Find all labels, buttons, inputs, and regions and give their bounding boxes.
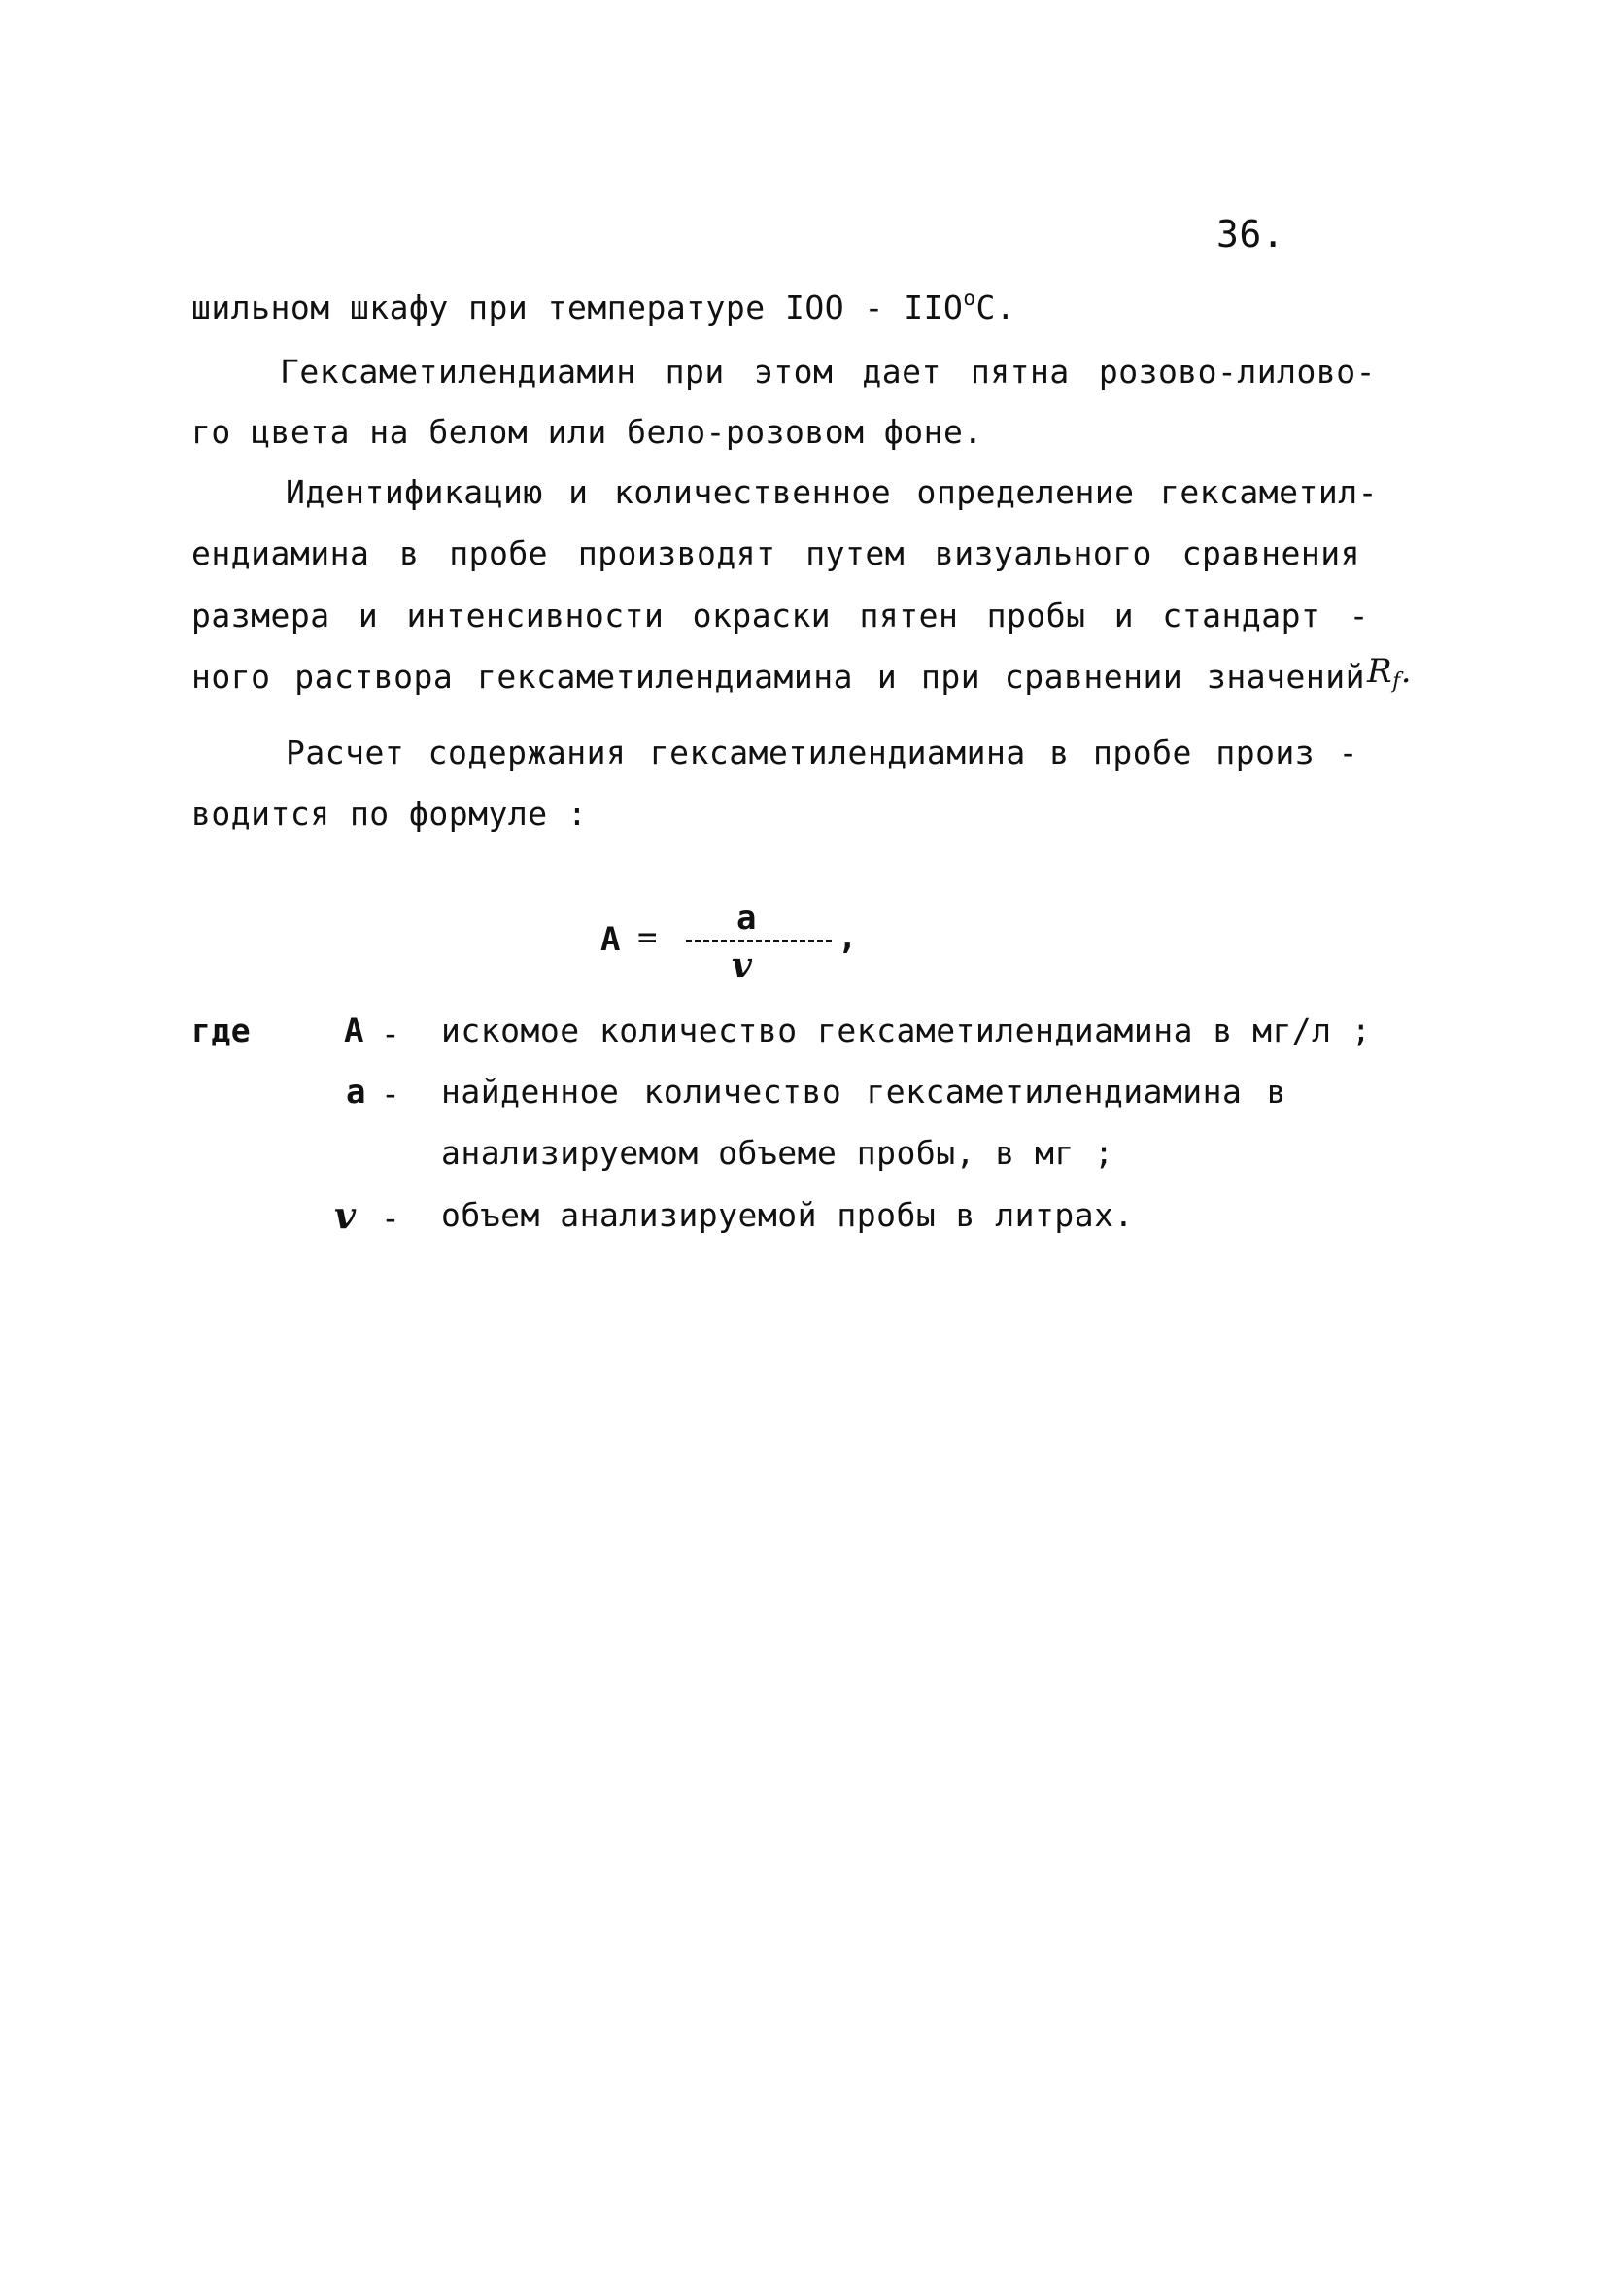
formula xyxy=(600,899,858,996)
definition-dash-2: - xyxy=(381,1075,400,1113)
formula-lhs: A xyxy=(600,920,621,959)
paragraph-4-line-2: водится по формуле : xyxy=(191,795,588,833)
paragraph-3-line-1: Идентификацию и количественное определение гексаметил- xyxy=(286,473,1378,511)
page-number: 36. xyxy=(1216,213,1285,256)
p1-text-after: С. xyxy=(975,289,1016,326)
rf-value-symbol: $R_f$. xyxy=(1367,652,1413,694)
definition-text-3: объем анализируемой пробы в литрах. xyxy=(441,1196,1134,1234)
paragraph-3-line-2: ендиамина в пробе производят путем визуального сравнения xyxy=(191,534,1360,572)
formula-numerator: a xyxy=(736,899,757,938)
definition-text-2-continued: анализируемом объеме пробы, в мг ; xyxy=(441,1134,1114,1172)
definition-text-1: искомое количество гексаметилендиамина в мг/л ; xyxy=(441,1011,1372,1049)
paragraph-3-line-3: размера и интенсивности окраски пятен пробы и стандарт - xyxy=(191,597,1369,634)
definition-symbol-A: A xyxy=(344,1011,364,1050)
formula-equals: = xyxy=(637,918,658,957)
degree-superscript: о xyxy=(963,287,976,310)
where-label: где xyxy=(191,1011,252,1049)
formula-denominator: v xyxy=(732,945,752,986)
definition-symbol-a: a xyxy=(346,1073,366,1112)
definition-symbol-v: v xyxy=(334,1193,357,1237)
definition-dash-1: - xyxy=(381,1014,400,1052)
formula-trailing-comma: , xyxy=(838,918,858,957)
p1-text-before: шильном шкафу при температуре IOO - IIO xyxy=(191,289,964,326)
paragraph-3-line-4: ного раствора гексаметилендиамина и при сравнении значений xyxy=(191,658,1365,696)
fraction-bar xyxy=(686,940,832,942)
definition-text-2: найденное количество гексаметилендиамина в xyxy=(441,1073,1286,1111)
paragraph-2-line-2: го цвета на белом или бело-розовом фоне. xyxy=(191,413,983,451)
paragraph-1-line-1 xyxy=(191,287,1016,326)
paragraph-4-line-1: Расчет содержания гексаметилендиамина в пробе произ - xyxy=(286,734,1358,771)
paragraph-2-line-1: Гексаметилендиамин при этом дает пятна розово-лилово- xyxy=(280,353,1376,391)
definition-dash-3: - xyxy=(381,1199,400,1237)
